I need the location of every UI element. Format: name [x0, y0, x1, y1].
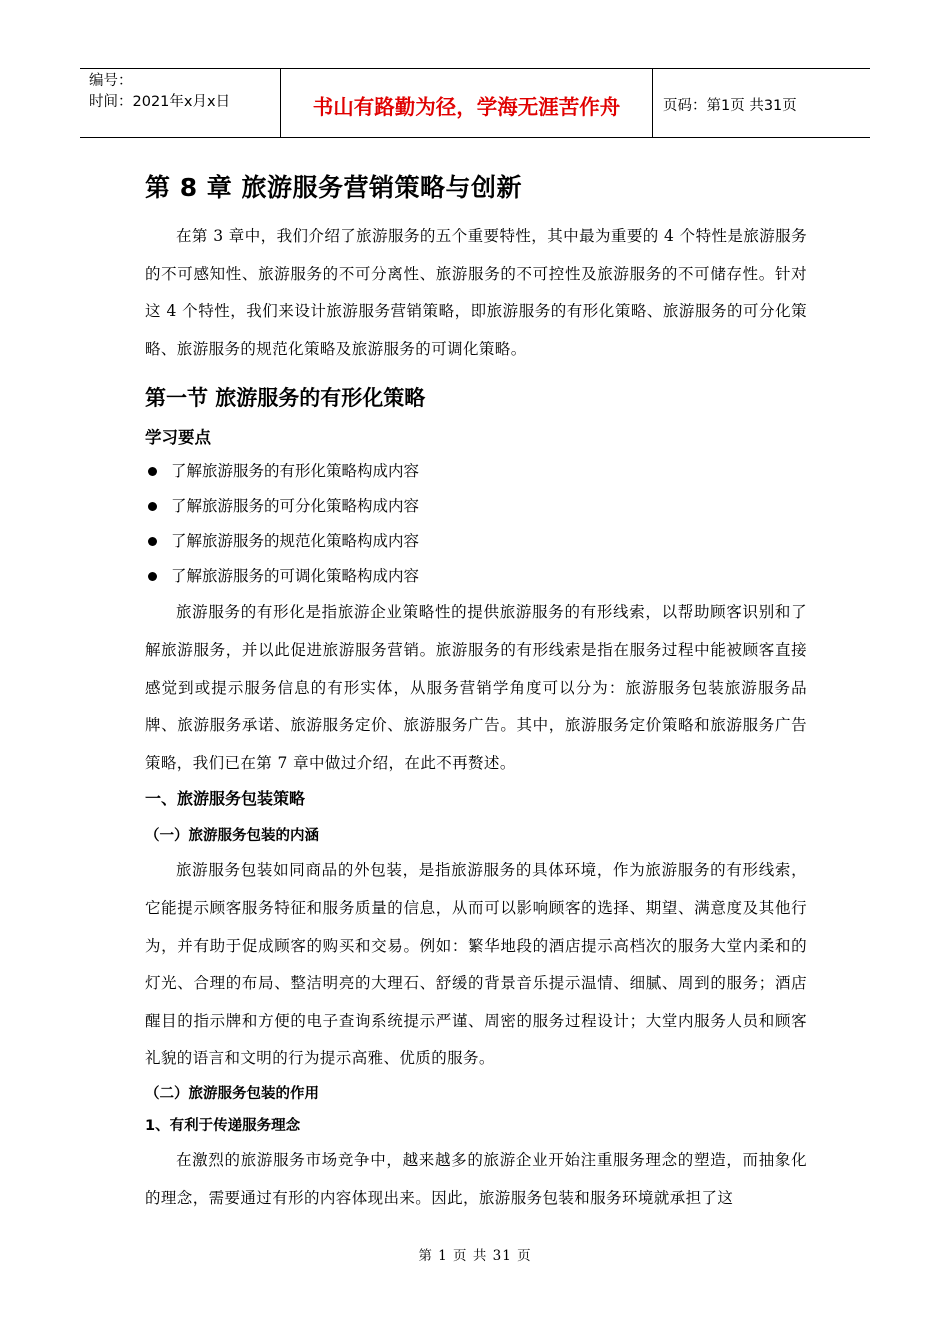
key-points-title: 学习要点: [145, 428, 211, 448]
conveying-heading: 1、有利于传递服务理念: [145, 1117, 301, 1134]
header-motto: 书山有路勤为径，学海无涯苦作舟: [281, 69, 653, 137]
key-point-text: 了解旅游服务的可分化策略构成内容: [171, 497, 420, 516]
page-header: [80, 68, 870, 138]
tangible-paragraph: 旅游服务的有形化是指旅游企业策略性的提供旅游服务的有形线索，以帮助顾客识别和了解旅游服务，并以此促进旅游服务营销。旅游服务的有形线索是指在服务过程中能被顾客直接感觉到或提示服务信息的有形实体，从服务营销学角度可以分为：旅游服务包装旅游服务品牌、旅游服务承诺、旅游服务定价、旅游服务广告。其中，旅游服务定价策略和旅游服务广告策略，我们已在第 7 章中做过介绍，在此不再赘述。: [145, 603, 807, 772]
document-body: [145, 160, 807, 1217]
key-point-text: 了解旅游服务的规范化策略构成内容: [171, 532, 420, 551]
packaging-heading: 一、旅游服务包装策略: [145, 789, 306, 809]
bullet-icon: [148, 572, 157, 581]
bullet-icon: [148, 467, 157, 476]
header-page-info: 页码：第1页 共31页: [663, 97, 797, 114]
list-item: [145, 559, 807, 594]
list-item: [145, 454, 807, 489]
page-footer: 第 1 页 共 31 页: [418, 1248, 532, 1264]
bullet-icon: [148, 502, 157, 511]
packaging-paragraph: 旅游服务包装如同商品的外包装，是指旅游服务的具体环境，作为旅游服务的有形线索，它能提示顾客服务特征和服务质量的信息，从而可以影响顾客的选择、期望、满意度及其他行为，并有助于促成顾客的购买和交易。例如：繁华地段的酒店提示高档次的服务大堂内柔和的灯光、合理的布局、整洁明亮的大理石、舒缓的背景音乐提示温情、细腻、周到的服务；酒店醒目的指示牌和方便的电子查询系统提示严谨、周密的服务过程设计；大堂内服务人员和顾客礼貌的语言和文明的行为提示高雅、优质的服务。: [145, 861, 807, 1068]
header-meta: [80, 69, 281, 137]
list-item: [145, 524, 807, 559]
key-point-text: 了解旅游服务的有形化策略构成内容: [171, 462, 420, 481]
key-point-text: 了解旅游服务的可调化策略构成内容: [171, 567, 420, 586]
date-label: 时间：2021年x月x日: [89, 94, 231, 110]
section-title: 第一节 旅游服务的有形化策略: [145, 386, 426, 411]
bullet-icon: [148, 537, 157, 546]
connotation-heading: （一）旅游服务包装的内涵: [145, 828, 319, 845]
number-label: 编号：: [89, 73, 133, 89]
role-heading: （二）旅游服务包装的作用: [145, 1085, 319, 1102]
chapter-title: 第 8 章 旅游服务营销策略与创新: [145, 173, 523, 202]
intro-paragraph: 在第 3 章中，我们介绍了旅游服务的五个重要特性，其中最为重要的 4 个特性是旅游服务的不可感知性、旅游服务的不可分离性、旅游服务的不可控性及旅游服务的不可储存性。针对这 4 个特性，我们来设计旅游服务营销策略，即旅游服务的有形化策略、旅游服务的可分化策略、旅游服务的规范化策略及旅游服务的可调化策略。: [145, 227, 807, 358]
conveying-paragraph: 在激烈的旅游服务市场竞争中，越来越多的旅游企业开始注重服务理念的塑造，而抽象化的理念，需要通过有形的内容体现出来。因此，旅游服务包装和服务环境就承担了这: [145, 1150, 807, 1207]
list-item: [145, 489, 807, 524]
key-points-list: [145, 454, 807, 594]
